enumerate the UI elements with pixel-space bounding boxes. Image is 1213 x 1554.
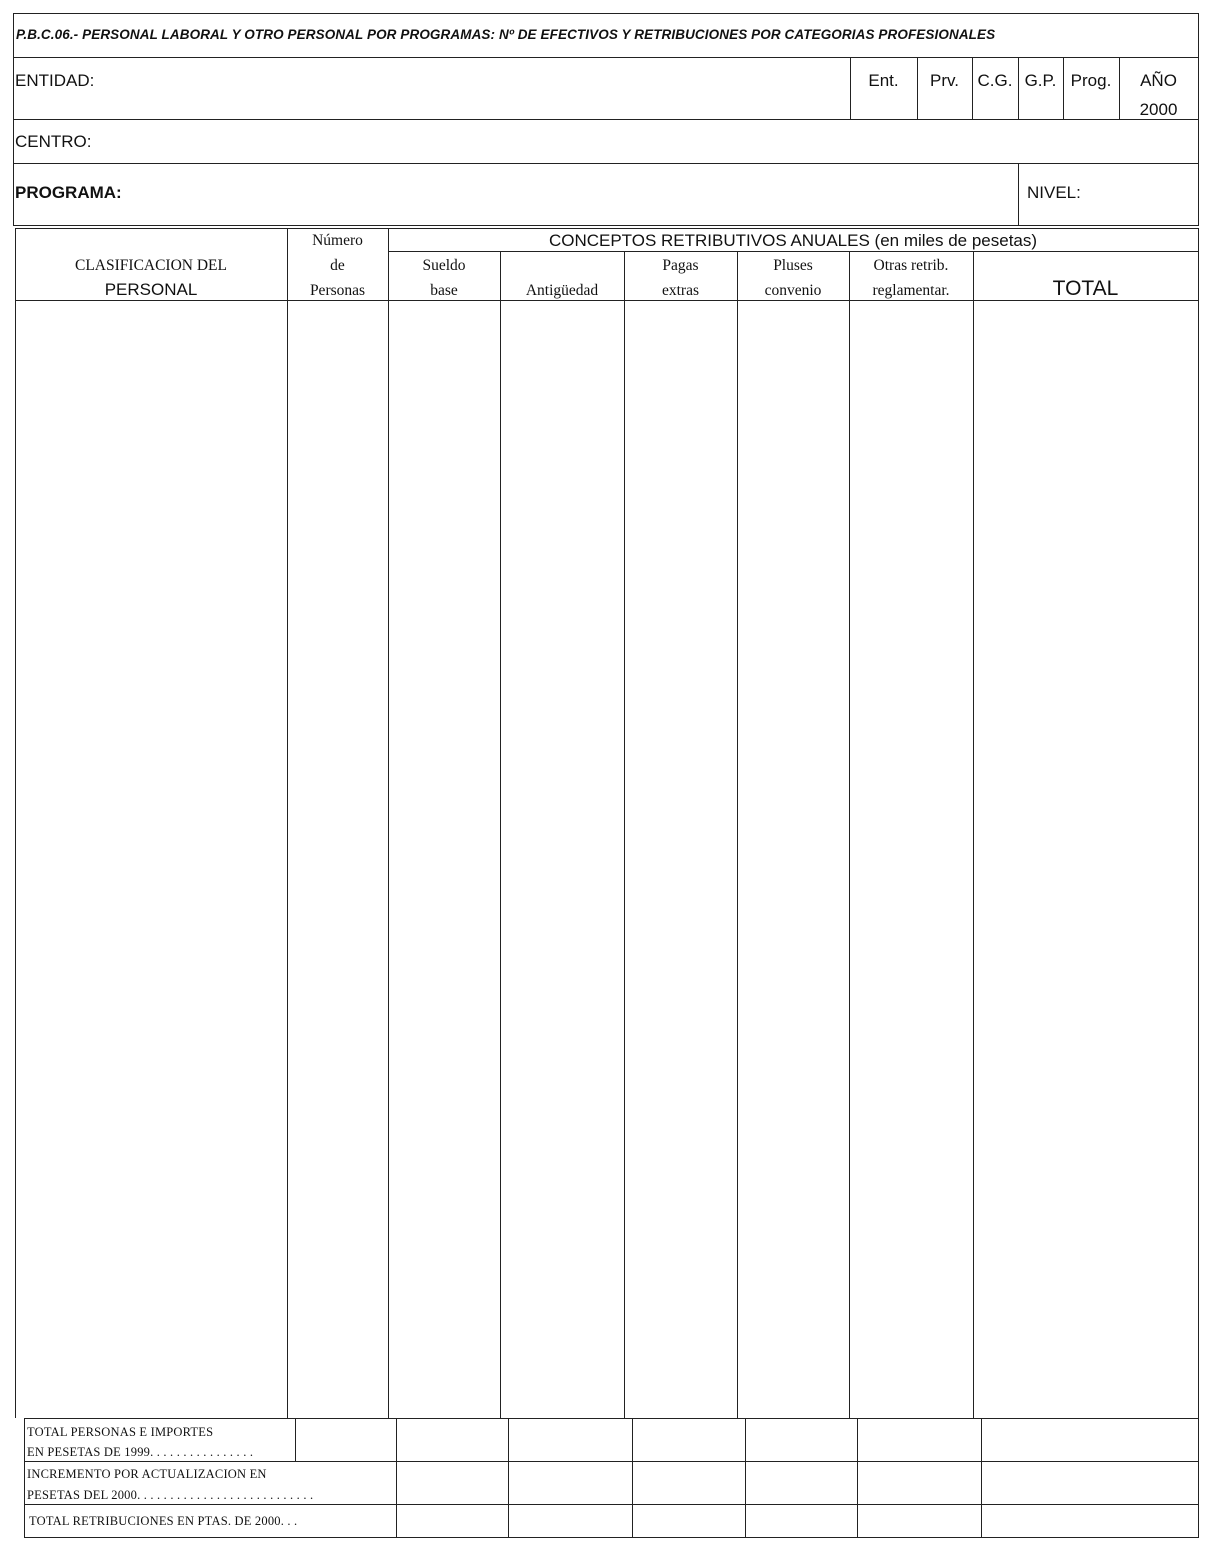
rule-footer-col-sep — [508, 1418, 509, 1537]
col-pagas-line1: Pagas — [662, 257, 699, 274]
col-pluses-line1: Pluses — [773, 257, 813, 274]
otras-entry-cell[interactable] — [850, 301, 973, 1418]
nivel-label: NIVEL: — [1027, 183, 1081, 202]
form-title: P.B.C.06.- PERSONAL LABORAL Y OTRO PERSONAL POR PROGRAMAS: Nº DE EFECTIVOS Y RETRIBUCIONES POR CATEGORIAS PROFESIONALES — [16, 27, 996, 42]
rule-table-right — [1198, 228, 1199, 1418]
rule-footer-top — [24, 1418, 1199, 1419]
rule-below-entidad — [13, 119, 1199, 120]
code-prv-label: Prv. — [930, 71, 959, 90]
number-header-line1: Número — [312, 232, 363, 249]
footer-row3-line1: TOTAL RETRIBUCIONES EN PTAS. DE 2000. . . — [29, 1514, 298, 1528]
antiguedad-entry-cell[interactable] — [501, 301, 624, 1418]
rule-footer-2 — [24, 1504, 1199, 1505]
programa-label: PROGRAMA: — [15, 183, 122, 202]
rule-footer-col-sep — [745, 1418, 746, 1537]
footer-row1-line1: TOTAL PERSONAS E IMPORTES — [27, 1425, 214, 1439]
rule-nivel-sep — [1018, 163, 1019, 225]
rule-below-title — [13, 57, 1199, 58]
footer-row2-line2: PESETAS DEL 2000. . . . . . . . . . . . . . . . . . . . . . . . . . . — [27, 1488, 314, 1502]
footer-row2-line1: INCREMENTO POR ACTUALIZACION EN — [27, 1467, 267, 1481]
col-otras-line2: reglamentar. — [872, 282, 950, 299]
pluses-entry-cell[interactable] — [738, 301, 849, 1418]
rule-footer-col-sep — [981, 1418, 982, 1537]
rule-footer-left — [24, 1418, 25, 1537]
col-otras-line1: Otras retrib. — [873, 257, 949, 274]
total-entry-cell[interactable] — [974, 301, 1198, 1418]
col-total-header: TOTAL — [1052, 277, 1119, 300]
code-gp-label: G.P. — [1024, 71, 1057, 90]
rule-top — [13, 13, 1199, 14]
col-pluses-line2: convenio — [764, 282, 822, 299]
classification-header-line2: PERSONAL — [104, 280, 198, 299]
rule-left-header — [13, 13, 14, 225]
col-pagas-line2: extras — [661, 282, 699, 299]
classification-header-line1: CLASIFICACION DEL — [75, 257, 227, 274]
code-ent-label: Ent. — [868, 71, 899, 90]
rule-footer-number-sep — [295, 1418, 296, 1461]
number-header-line2: de — [330, 257, 345, 274]
footer-row1-line2: EN PESETAS DE 1999. . . . . . . . . . . . . . . . — [27, 1445, 254, 1459]
centro-label: CENTRO: — [15, 132, 92, 151]
number-header-line3: Personas — [309, 282, 366, 299]
rule-footer-right — [1198, 1418, 1199, 1537]
col-antiguedad-line2: Antigüedad — [525, 282, 599, 299]
rule-footer-col-sep — [857, 1418, 858, 1537]
code-prog-label: Prog. — [1070, 71, 1112, 90]
classification-entry-cell[interactable] — [16, 301, 287, 1418]
rule-below-programa — [13, 225, 1199, 226]
rule-below-centro — [13, 163, 1199, 164]
year-value: 2000 — [1139, 100, 1178, 119]
rule-right-header — [1198, 13, 1199, 225]
code-cg-label: C.G. — [977, 71, 1013, 90]
number-entry-cell[interactable] — [288, 301, 388, 1418]
concepts-header: CONCEPTOS RETRIBUTIVOS ANUALES (en miles de pesetas) — [548, 231, 1038, 250]
col-sueldo-line1: Sueldo — [422, 257, 466, 274]
rule-footer-bottom — [24, 1537, 1199, 1538]
rule-footer-1 — [24, 1461, 1199, 1462]
rule-footer-col-sep — [396, 1418, 397, 1537]
pagas-entry-cell[interactable] — [625, 301, 737, 1418]
entidad-label: ENTIDAD: — [15, 71, 95, 90]
sueldo-entry-cell[interactable] — [389, 301, 500, 1418]
rule-footer-col-sep — [632, 1418, 633, 1537]
col-sueldo-line2: base — [430, 282, 458, 299]
code-ano-label: AÑO — [1140, 71, 1177, 90]
rule-table-top — [15, 228, 1199, 229]
rule-concepts-under — [388, 251, 1199, 252]
